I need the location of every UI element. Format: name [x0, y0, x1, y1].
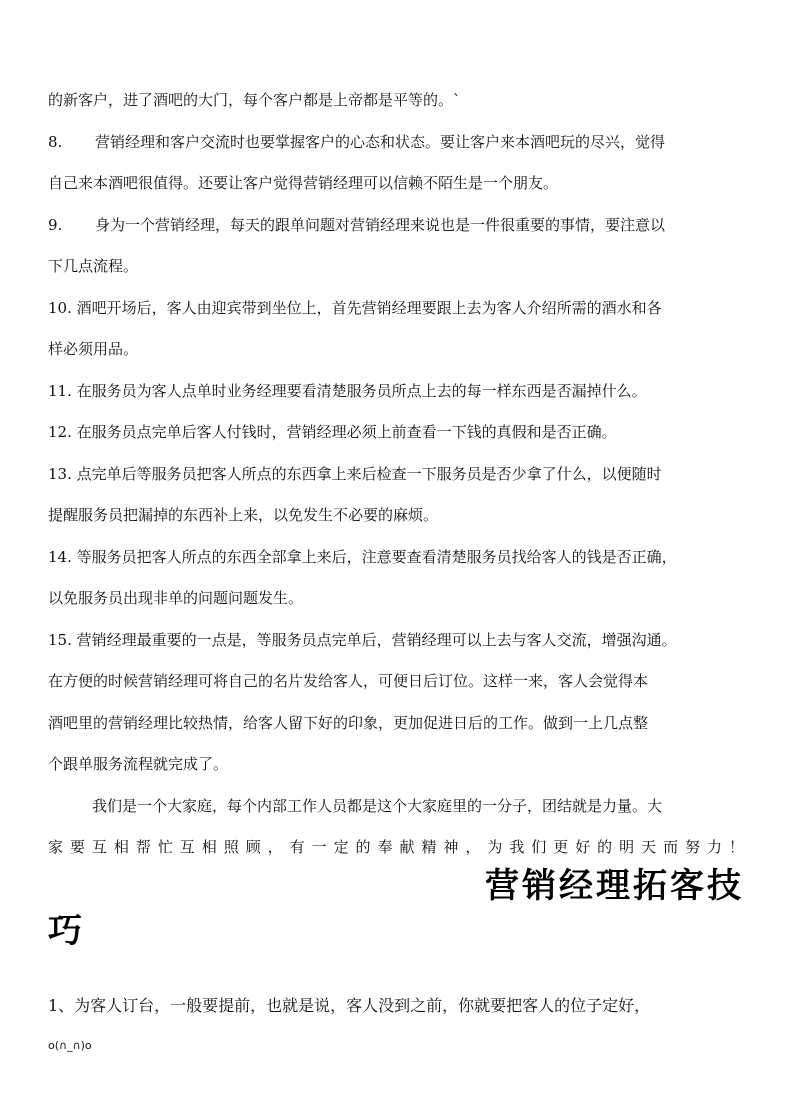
text-line: 下几点流程。 [48, 257, 139, 275]
page-footer: o(∩_∩)o [48, 1039, 92, 1052]
document-body [48, 80, 744, 869]
list-item-11: 11. 在服务员为客人点单时业务经理要看清楚服务员所点上去的每一样东西是否漏掉什么。 [48, 381, 647, 400]
closing-paragraph: 我们是一个大家庭，每个内部工作人员都是这个大家庭里的一分子，团结就是力量。大 [92, 796, 663, 815]
list-item-9 [48, 205, 744, 247]
text-line: 在方便的时候营销经理可将自己的名片发给客人，可便日后订位。这样一来，客人会觉得本 [48, 672, 649, 690]
section-heading: 营销经理拓客技 [485, 866, 744, 906]
text-line: 营销经理和客户交流时也要掌握客户的心态和状态。要让客户来本酒吧玩的尽兴，觉得 [95, 132, 666, 151]
text-line: 身为一个营销经理，每天的跟单问题对营销经理来说也是一件很重要的事情，要注意以 [95, 215, 666, 234]
text-line: 以免服务员出现非单的问题问题发生。 [48, 589, 304, 607]
list-item-12: 12. 在服务员点完单后客人付钱时，营销经理必须上前查看一下钱的真假和是否正确。 [48, 423, 617, 441]
section-heading-continued: 巧 [48, 911, 82, 951]
list-number: 8. [48, 132, 63, 151]
text-line: 自己来本酒吧很值得。还要让客户觉得营销经理可以信赖不陌生是一个朋友。 [48, 174, 559, 192]
text-line: 个跟单服务流程就完成了。 [48, 755, 229, 773]
text-line: 的新客户，进了酒吧的大门，每个客户都是上帝都是平等的。` [48, 91, 461, 109]
text-line: 提醒服务员把漏掉的东西补上来，以免发生不必要的麻烦。 [48, 506, 439, 524]
list-item-10: 10. 酒吧开场后，客人由迎宾带到坐位上，首先营销经理要跟上去为客人介绍所需的酒水和各 [48, 298, 662, 317]
text-line: 酒吧里的营销经理比较热情，给客人留下好的印象，更加促进日后的工作。做到一上几点整 [48, 713, 649, 732]
tip-item-1: 1、为客人订台，一般要提前，也就是说，客人没到之前，你就要把客人的位子定好， [48, 996, 651, 1015]
text-line: 样必须用品。 [48, 340, 139, 358]
list-item-13: 13. 点完单后等服务员把客人所点的东西拿上来后检查一下服务员是否少拿了什么，以便随时 [48, 464, 662, 483]
closing-paragraph-line: 家要互相帮忙互相照顾，有一定的奉献精神，为我们更好的明天而努力！ [48, 838, 744, 856]
list-item-15: 15. 营销经理最重要的一点是，等服务员点完单后，营销经理可以上去与客人交流，增强沟通。 [48, 630, 677, 649]
list-number: 9. [48, 215, 63, 234]
list-item-8 [48, 122, 744, 164]
list-item-14: 14. 等服务员把客人所点的东西全部拿上来后，注意要查看清楚服务员找给客人的钱是否正确， [48, 547, 677, 566]
